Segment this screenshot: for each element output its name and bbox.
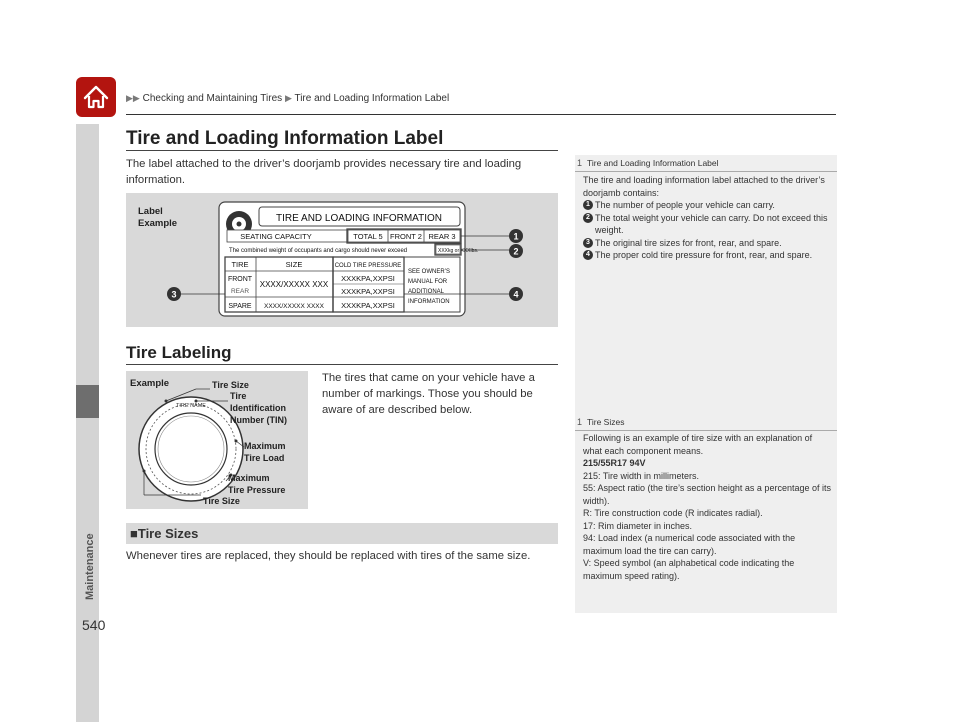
breadcrumb-item[interactable]: Checking and Maintaining Tires [142,93,283,104]
tire-sizes-heading-text: Tire Sizes [137,526,199,541]
sidewall-name: TIRE NAME [176,403,206,409]
intro-paragraph: The label attached to the driver’s doorjamb provides necessary tire and loading information. [126,158,522,186]
note-marker-icon: 1 [577,417,583,427]
note-rule [575,171,837,172]
note-title-text: Tire Sizes [587,417,625,427]
svg-text:2: 2 [513,246,519,257]
max-pressure-label: Maximum [228,473,270,483]
header-rule [126,114,836,115]
combined-weight-text: The combined weight of occupants and cargo should never exceed [229,248,408,254]
side-note-tire-sizes [575,414,837,613]
label-title: TIRE AND LOADING INFORMATION [276,213,442,224]
section-rule [126,364,558,365]
size-spare: XXXX/XXXXX XXXX [264,303,324,310]
svg-text:4: 4 [513,289,519,300]
note-rule [575,430,837,431]
number-badge-icon: 3 [583,238,593,248]
note-item [583,237,833,250]
square-bullet-icon: ■ [130,526,138,541]
figure-caption: Example [130,378,170,389]
tire-sizes-paragraph: Whenever tires are replaced, they should be replaced with tires of the same size. [126,550,531,562]
note-line: 55: Aspect ratio (the tire’s section height as a percentage of its width). [583,483,831,506]
section-title: Tire Labeling [126,343,232,362]
see-owners-text: ADDITIONAL [408,289,445,295]
callout-1 [509,229,523,243]
label-figure [126,193,558,327]
breadcrumb-arrow-icon: ▶▶ [126,93,140,103]
max-pressure-label: Tire Pressure [228,485,286,495]
pressure-rear: XXXKPA,XXPSI [341,287,395,296]
seating-total: TOTAL 5 [353,232,383,241]
number-badge-icon: 1 [583,200,593,210]
note-title [575,417,624,427]
home-icon [76,77,116,117]
title-rule [126,150,558,151]
note-line: R: Tire construction code (R indicates radial). [583,508,763,518]
seating-rear: REAR 3 [428,232,456,241]
note-item-text: The original tire sizes for front, rear, and spare. [595,237,782,248]
number-badge-icon: 2 [583,213,593,223]
note-item [583,249,833,262]
note-line: 94: Load index (a numerical code associated with the maximum load the tire can carry). [583,533,796,556]
note-line: V: Speed symbol (an alphabetical code indicating the maximum speed rating). [583,558,795,581]
tin-label: Identification [230,403,286,413]
figure-caption: Example [138,218,178,229]
side-tab-marker [76,385,99,418]
max-load-label: Maximum [244,441,286,451]
max-load-label: Tire Load [244,453,285,463]
page-title: Tire and Loading Information Label [126,128,444,149]
tire-sizes-heading [130,526,198,541]
tire-size-bottom-label: Tire Size [203,496,240,506]
col-pressure: COLD TIRE PRESSURE [334,263,402,269]
seating-capacity-label: SEATING CAPACITY [240,232,312,241]
svg-text:3: 3 [171,289,177,300]
side-note-label [575,155,837,415]
pressure-front: XXXKPA,XXPSI [341,274,395,283]
col-tire: TIRE [231,260,249,269]
note-marker-icon: 1 [577,158,583,168]
callout-3 [167,287,181,301]
tire-figure [126,371,308,509]
svg-text:1: 1 [513,231,519,242]
note-item [583,212,833,237]
pressure-spare: XXXKPA,XXPSI [341,301,395,310]
note-title-text: Tire and Loading Information Label [587,158,719,168]
see-owners-text: INFORMATION [408,299,450,305]
tin-label: Tire [230,391,247,401]
note-line: 215: Tire width in millimeters. [583,470,700,481]
row-front: FRONT [227,276,253,283]
labeling-paragraph: The tires that came on your vehicle have a number of markings. Those you should be aware of are described below. [322,372,535,416]
home-button[interactable] [76,77,116,117]
see-owners-text: SEE OWNER’S [408,269,451,275]
note-item-text: The number of people your vehicle can carry. [595,200,775,210]
note-title [575,158,719,168]
callout-4 [509,287,523,301]
seating-front: FRONT 2 [390,232,422,241]
note-body-text: Following is an example of tire size with an explanation of what each component means. [583,433,813,456]
weight-value: XXXkg or XXXlbs. [438,248,479,254]
note-body-text: The tire and loading information label attached to the driver’s doorjamb contains: [583,175,825,198]
side-tab-label: Maintenance [84,533,96,600]
note-line: 17: Rim diameter in inches. [583,520,693,531]
callout-2 [509,244,523,258]
col-size: SIZE [285,260,303,269]
note-item [583,199,833,212]
note-item-text: The total weight your vehicle can carry. Do not exceed this weight. [595,212,828,235]
tire-size-top-label: Tire Size [212,380,249,390]
breadcrumb [126,93,449,104]
row-spare: SPARE [228,303,252,310]
note-item-text: The proper cold tire pressure for front, rear, and spare. [595,250,813,260]
page-number: 540 [82,617,106,633]
row-rear: REAR [230,288,250,295]
breadcrumb-item[interactable]: Tire and Loading Information Label [294,93,450,104]
size-main: XXXX/XXXXX XXX [259,280,329,289]
see-owners-text: MANUAL FOR [408,279,448,285]
tire-size-example: 215/55R17 94V [583,458,646,468]
number-badge-icon: 4 [583,250,593,260]
breadcrumb-arrow-icon: ▶ [284,93,292,103]
figure-caption: Label [138,206,163,217]
tin-label: Number (TIN) [230,415,287,425]
